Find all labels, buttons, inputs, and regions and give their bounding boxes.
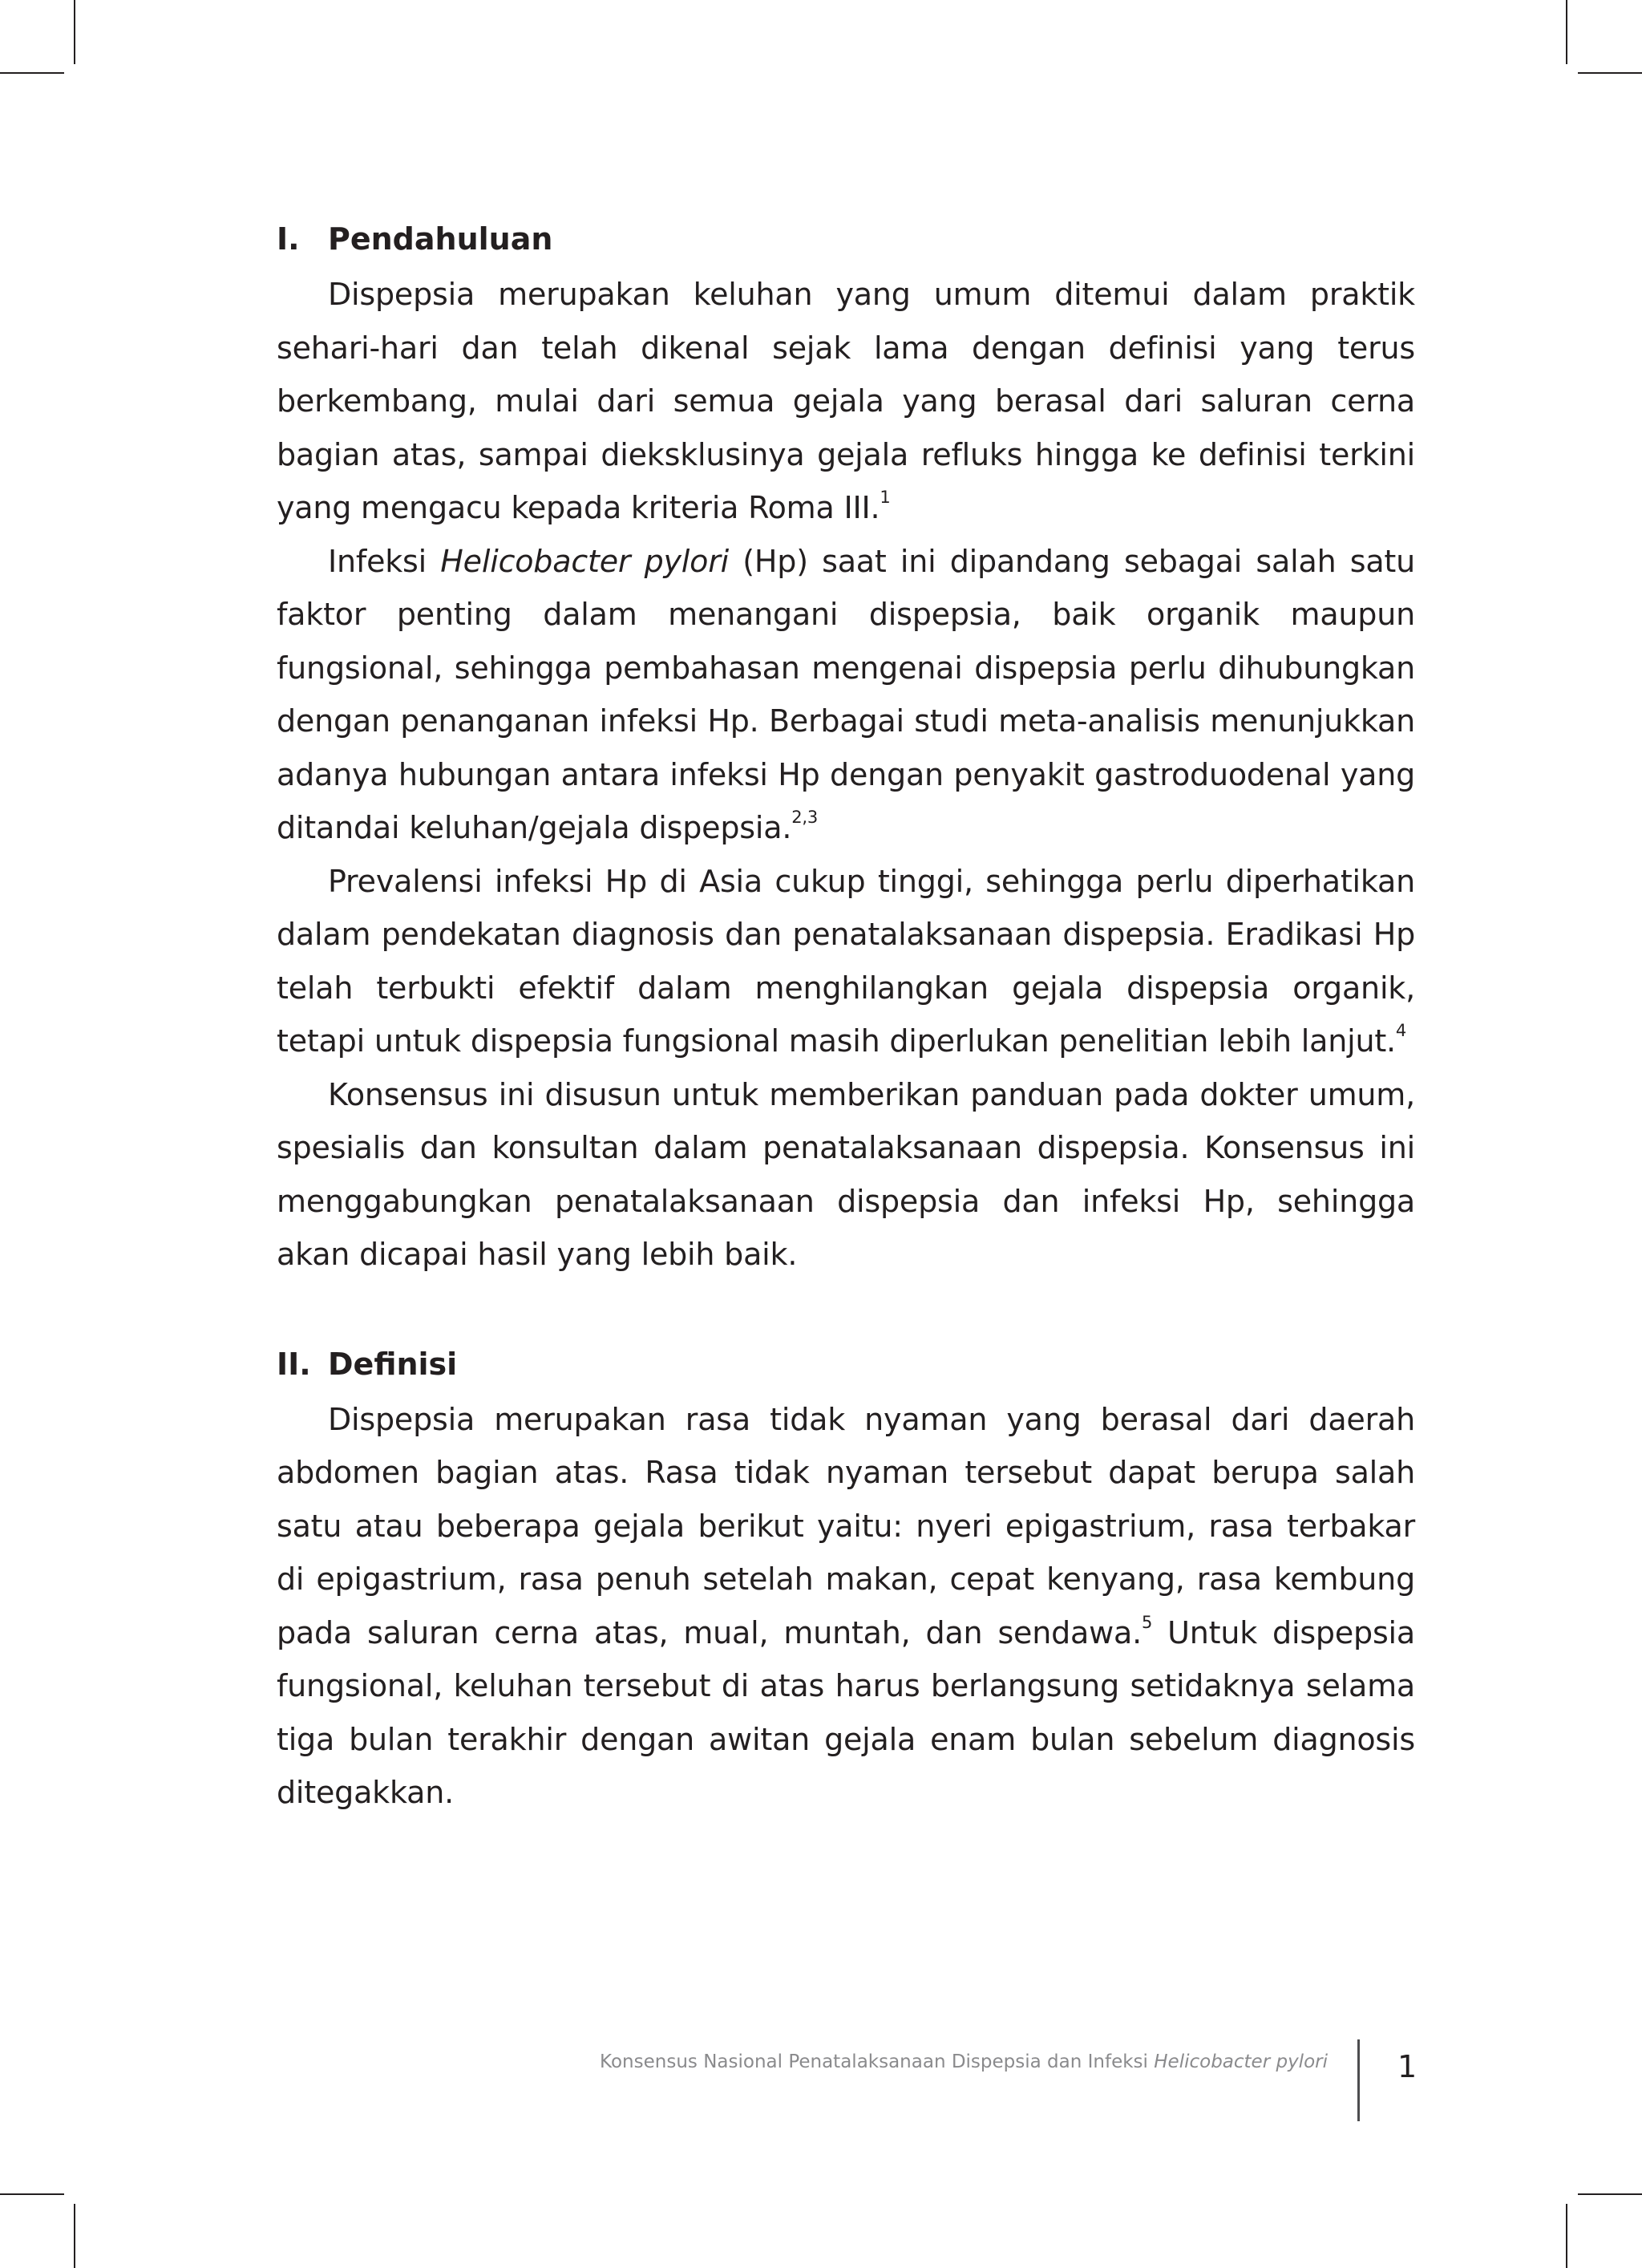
crop-mark <box>0 72 64 74</box>
section-spacer <box>277 1282 1415 1335</box>
section-title: Definisi <box>328 1346 458 1382</box>
reference-marker: 2,3 <box>791 808 819 828</box>
section-title: Pendahuluan <box>328 221 553 257</box>
footer-divider <box>1357 2039 1360 2121</box>
paragraph <box>277 855 1415 1068</box>
paragraph-text: (Hp) saat ini dipandang sebagai salah satu faktor penting dalam menangani dispepsia, baik organik maupun fungsional, sehingga pembahasan mengenai dispepsia perlu dihubungkan dengan penanganan infeksi Hp. Berbagai studi meta-analisis menunjukkan adanya hubungan antara infeksi Hp dengan penyakit gastroduodenal yang ditandai keluhan/gejala dispepsia. <box>277 543 1415 845</box>
running-footer <box>600 2051 1328 2072</box>
paragraph-text: Prevalensi infeksi Hp di Asia cukup tinggi, sehingga perlu diperhatikan dalam pendekatan diagnosis dan penatalaksanaan dispepsia. Eradikasi Hp telah terbukti efektif dalam menghilangkan gejala dispepsia organik, tetapi untuk dispepsia fungsional masih diperlukan penelitian lebih lanjut. <box>277 863 1415 1059</box>
section-heading-definisi <box>277 1335 1415 1393</box>
section-heading-pendahuluan <box>277 210 1415 268</box>
paragraph <box>277 535 1415 855</box>
crop-mark <box>0 2193 64 2195</box>
paragraph-text: Dispepsia merupakan rasa tidak nyaman yang berasal dari daerah abdomen bagian atas. Rasa tidak nyaman tersebut dapat berupa salah satu atau beberapa gejala berikut yaitu: nyeri epigastrium, rasa terbakar di epigastrium, rasa penuh setelah makan, cepat kenyang, rasa kembung pada saluran cerna atas, mual, muntah, dan sendawa. <box>277 1401 1415 1650</box>
crop-mark <box>74 2204 75 2268</box>
paragraph-text: Untuk dispepsia fungsional, keluhan tersebut di atas harus berlangsung setidaknya selama tiga bulan terakhir dengan awitan gejala enam bulan sebelum diagnosis ditegakkan. <box>277 1614 1415 1810</box>
running-title-italic: Helicobacter pylori <box>1154 2051 1328 2072</box>
reference-marker: 5 <box>1141 1612 1153 1632</box>
reference-marker: 4 <box>1395 1021 1407 1041</box>
crop-mark <box>1566 2204 1567 2268</box>
crop-mark <box>1566 0 1567 64</box>
crop-mark <box>1578 2193 1642 2195</box>
species-name: Helicobacter pylori <box>440 543 729 579</box>
crop-mark <box>74 0 75 64</box>
page-content <box>277 210 1415 1820</box>
running-title: Konsensus Nasional Penatalaksanaan Dispepsia dan Infeksi <box>600 2051 1155 2072</box>
paragraph-text: Dispepsia merupakan keluhan yang umum ditemui dalam praktik sehari-hari dan telah dikenal sejak lama dengan definisi yang terus berkembang, mulai dari semua gejala yang berasal dari saluran cerna bagian atas, sampai dieksklusinya gejala refluks hingga ke definisi terkini yang mengacu kepada kriteria Roma III. <box>277 277 1415 525</box>
section-number: I. <box>277 221 300 257</box>
paragraph <box>277 1068 1415 1282</box>
paragraph <box>277 268 1415 535</box>
paragraph <box>277 1393 1415 1820</box>
paragraph-text: Konsensus ini disusun untuk memberikan panduan pada dokter umum, spesialis dan konsultan dalam penatalaksanaan dispepsia. Konsensus ini menggabungkan penatalaksanaan dispepsia dan infeksi Hp, sehingga akan dicapai hasil yang lebih baik. <box>277 1076 1415 1272</box>
crop-mark <box>1578 72 1642 74</box>
section-number: II. <box>277 1346 311 1382</box>
page-number: 1 <box>1397 2049 1418 2084</box>
reference-marker: 1 <box>880 488 891 508</box>
paragraph-text: Infeksi <box>328 543 441 579</box>
